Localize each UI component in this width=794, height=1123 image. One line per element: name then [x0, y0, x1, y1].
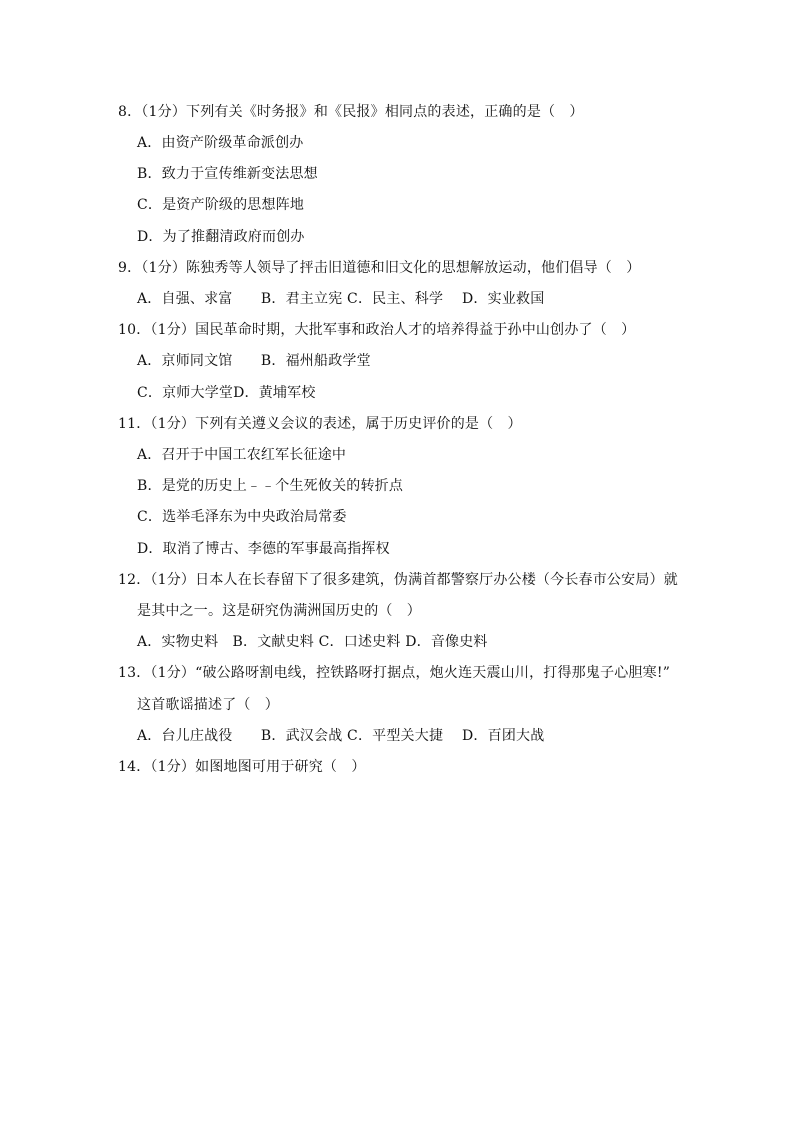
question-9-options: A．自强、求富 B．君主立宪 C．民主、科学 D．实业救国: [137, 291, 545, 307]
question-9-stem: 9．（1分）陈独秀等人领导了抨击旧道德和旧文化的思想解放运动，他们倡导（ ）: [118, 260, 641, 276]
question-11-option-a: A．召开于中国工农红军长征途中: [137, 447, 347, 463]
question-11-stem: 11．（1分）下列有关遵义会议的表述，属于历史评价的是（ ）: [118, 416, 522, 432]
question-10-stem: 10．（1分）国民革命时期，大批军事和政治人才的培养得益于孙中山创办了（ ）: [118, 322, 636, 338]
question-11-option-b: B．是党的历史上﹣﹣个生死攸关的转折点: [137, 478, 404, 494]
question-12-stem: 12．（1分）日本人在长春留下了很多建筑，伪满首都警察厅办公楼（今长春市公安局）就: [118, 572, 678, 588]
question-8-option-d: D．为了推翻清政府而创办: [137, 229, 305, 245]
question-13-stem-continued: 这首歌谣描述了（ ）: [137, 697, 279, 713]
question-8-option-a: A．由资产阶级革命派创办: [137, 135, 304, 151]
question-8-option-c: C．是资产阶级的思想阵地: [137, 197, 305, 213]
question-13-stem: 13．（1分）“破公路呀割电线，控铁路呀打据点，炮火连天震山川，打得那鬼子心胆寒!”: [118, 665, 671, 681]
question-10-options-ab: A．京师同文馆 B．福州船政学堂: [137, 353, 371, 369]
question-14-stem: 14．（1分）如图地图可用于研究（ ）: [118, 759, 366, 775]
question-10-options-cd: C．京师大学堂D．黄埔军校: [137, 385, 316, 401]
question-12-stem-continued: 是其中之一。这是研究伪满洲国历史的（ ）: [137, 603, 421, 619]
question-11-option-d: D．取消了博古、李德的军事最高指挥权: [137, 541, 390, 557]
question-8-option-b: B．致力于宣传维新变法思想: [137, 166, 318, 182]
question-11-option-c: C．选举毛泽东为中央政治局常委: [137, 509, 347, 525]
question-8-stem: 8．（1分）下列有关《时务报》和《民报》相同点的表述，正确的是（ ）: [118, 104, 584, 120]
question-13-options: A．台儿庄战役 B．武汉会战 C．平型关大捷 D．百团大战: [137, 728, 545, 744]
question-12-options: A．实物史料 B．文献史料 C．口述史料 D．音像史料: [137, 634, 488, 650]
